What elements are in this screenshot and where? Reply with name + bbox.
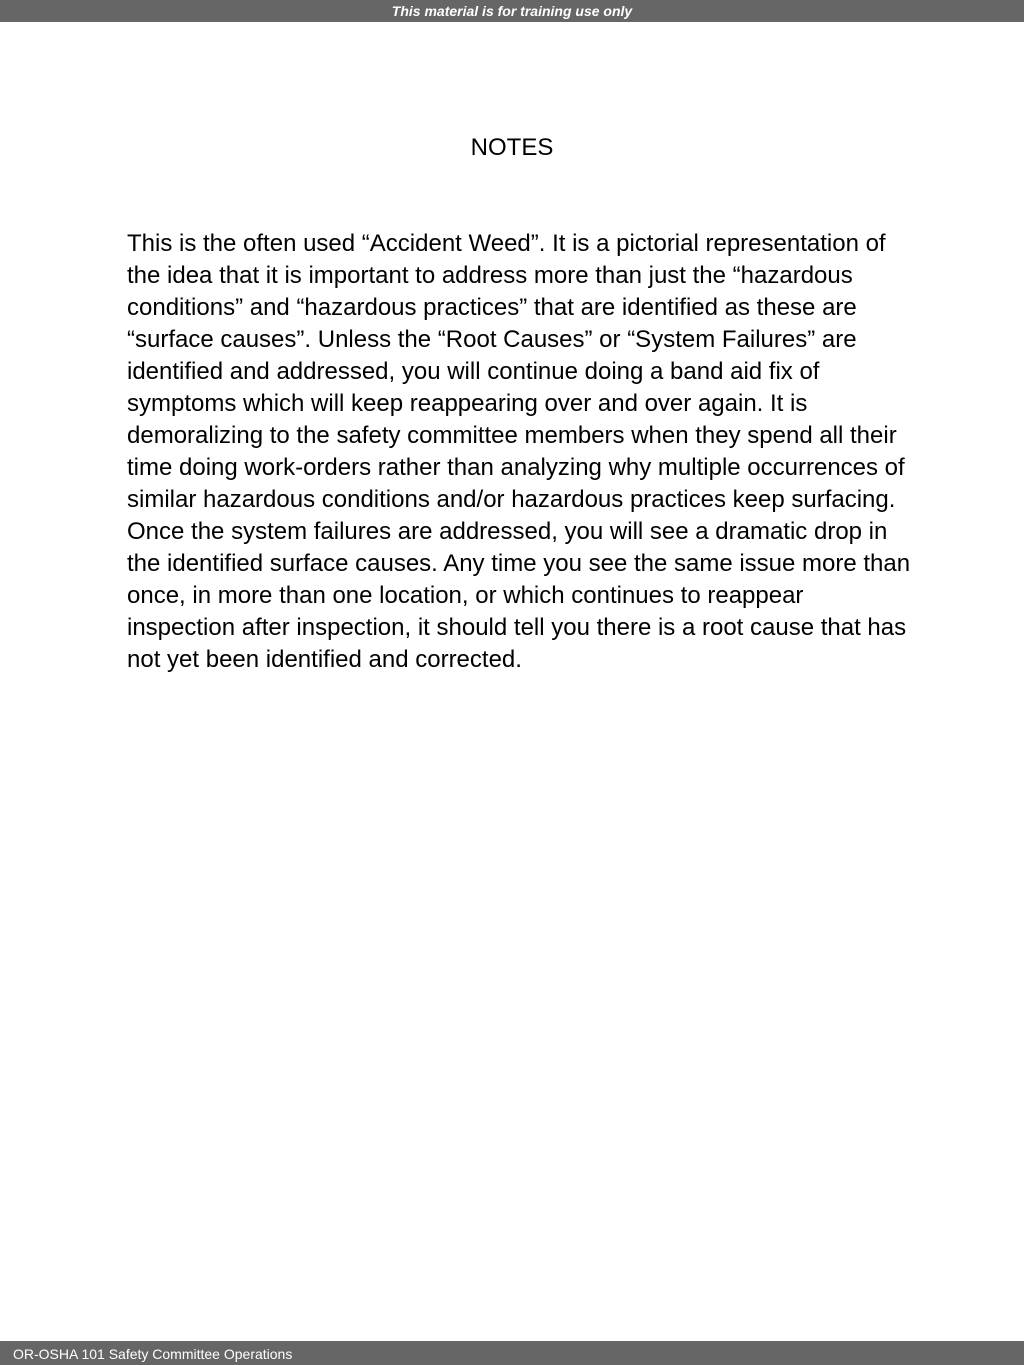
page-title: NOTES <box>470 134 554 161</box>
course-title: OR-OSHA 101 Safety Committee Operations <box>13 1346 293 1362</box>
top-banner <box>0 0 1024 22</box>
training-notice: This material is for training use only <box>391 3 633 19</box>
footer-banner <box>0 1341 1024 1365</box>
notes-body-text: This is the often used “Accident Weed”. It is a pictorial representation of the idea that it is important to address more than just the “hazardous conditions” and “hazardous practices” that are identified as these are “surface causes”. Unless the “Root Causes” or “System Failures” are identified and addressed, you will continue doing a band aid fix of symptoms which will keep reappearing over and over again. It is demoralizing to the safety committee members when they spend all their time doing work-orders rather than analyzing why multiple occurrences of similar hazardous conditions and/or hazardous practices keep surfacing. Once the system failures are addressed, you will see a dramatic drop in the identified surface causes. Any time you see the same issue more than once, in more than one location, or which continues to reappear inspection after inspection, it should tell you there is a root cause that has not yet been identified and corrected. <box>127 230 911 673</box>
